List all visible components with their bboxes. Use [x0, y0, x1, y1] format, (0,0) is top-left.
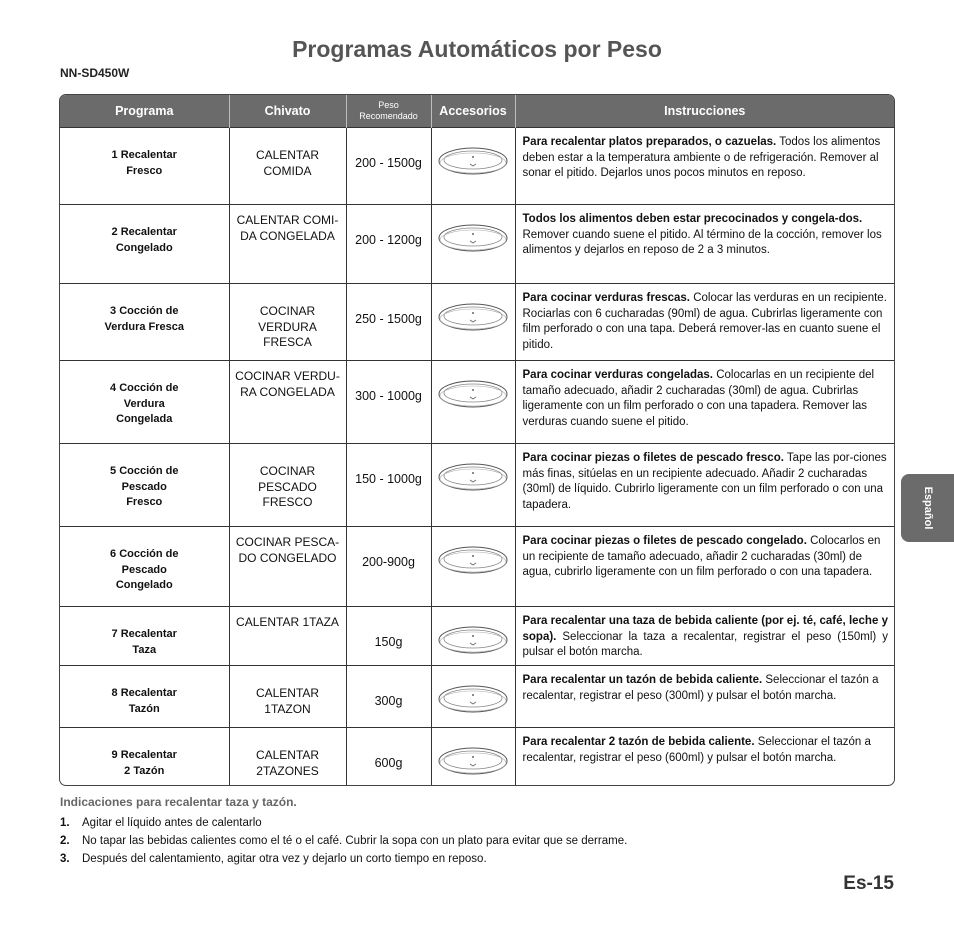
page-number: Es-15 [843, 873, 894, 894]
accessory-cell [431, 444, 515, 527]
instruction-bold: Para recalentar 2 tazón de bebida caliente. [522, 736, 755, 748]
display-text-cell [229, 607, 346, 666]
note-number: 3. [60, 853, 70, 865]
program-name-line: Tazón [128, 702, 160, 715]
accessory-cell [431, 128, 515, 205]
instructions-cell [515, 361, 894, 444]
instructions-cell [515, 666, 894, 728]
table-row [60, 728, 894, 787]
turntable-plate-icon [437, 377, 509, 417]
program-name-line: Fresco [126, 164, 163, 177]
weight-cell: 200-900g [346, 527, 431, 607]
header-programa: Programa [60, 95, 229, 128]
weight-cell: 150g [346, 607, 431, 666]
display-text-cell [229, 361, 346, 444]
instructions-cell [515, 527, 894, 607]
note-text: Después del calentamiento, agitar otra vez y dejarlo un corto tiempo en reposo. [82, 853, 487, 865]
program-name-line: 1 Recalentar [111, 149, 177, 161]
accessory-cell [431, 607, 515, 666]
instruction-text: Seleccionar el tazón a recalentar, registrar el peso (300ml) y pulsar el botón marcha. [522, 674, 879, 702]
display-text-line: COMIDA [263, 163, 312, 178]
display-text-cell [229, 284, 346, 361]
instructions-cell [515, 607, 894, 666]
display-text-line: 2TAZONES [256, 763, 319, 778]
instruction-text: Seleccionar la taza a recalentar, registrar el peso (150ml) y pulsar el botón marcha. [522, 630, 888, 658]
display-text-cell [229, 128, 346, 205]
program-name-cell [60, 284, 229, 361]
program-name-line: Pescado [121, 563, 167, 576]
program-name-line: 5 Cocción de [110, 465, 179, 477]
turntable-plate-icon [437, 144, 509, 184]
note-item [60, 832, 627, 850]
display-text-line: CALENTAR [255, 686, 320, 700]
program-name-line: 2 Recalentar [111, 226, 177, 238]
display-text-line: VERDURA [258, 319, 317, 334]
instructions-cell [515, 128, 894, 205]
weight-cell: 150 - 1000g [346, 444, 431, 527]
accessory-cell [431, 666, 515, 728]
weight-cell: 300g [346, 666, 431, 728]
turntable-plate-icon [437, 623, 509, 663]
program-name-line: Congelado [115, 241, 173, 254]
table-row [60, 666, 894, 728]
display-text-line: FRESCA [263, 335, 312, 349]
instruction-bold: Para cocinar verduras congeladas. [522, 369, 713, 381]
instruction-bold: Para cocinar piezas o filetes de pescado fresco. [522, 452, 784, 464]
instruction-bold: Para recalentar una taza de bebida caliente (por ej. té, café, leche y sopa). [522, 615, 888, 643]
instruction-text: Seleccionar el tazón a recalentar, registrar el peso (600ml) y pulsar el botón marcha. [522, 736, 871, 764]
note-text: Agitar el líquido antes de calentarlo [82, 817, 262, 829]
program-name-cell [60, 607, 229, 666]
table-row [60, 284, 894, 361]
instruction-bold: Para cocinar piezas o filetes de pescado congelado. [522, 535, 807, 547]
program-name-line: Verdura Fresca [104, 320, 184, 333]
note-number: 2. [60, 835, 70, 847]
program-name-line: Congelado [115, 579, 173, 591]
program-name-cell [60, 128, 229, 205]
programs-table [59, 94, 895, 786]
weight-cell: 250 - 1500g [346, 284, 431, 361]
model-number: NN-SD450W [60, 66, 130, 80]
display-text-line: CALENTAR 1TAZA [236, 615, 339, 629]
notes-heading: Indicaciones para recalentar taza y tazón. [60, 795, 297, 809]
note-text: No tapar las bebidas calientes como el té o el café. Cubrir la sopa con un plato para evitar que se derrame. [82, 835, 628, 847]
display-text-cell [229, 728, 346, 787]
header-peso-line2: Recomendado [359, 111, 418, 121]
instruction-text: Tape las por-ciones más finas, sitúelas en un recipiente adecuado. Añadir 2 cucharadas (30ml) de líquido. Cubrirlo ligeramente con un film perforado o con una tapadera. [522, 452, 887, 511]
note-item [60, 814, 627, 832]
table-row [60, 444, 894, 527]
program-name-line: 4 Cocción de [110, 382, 179, 394]
program-name-line: Taza [132, 643, 157, 656]
display-text-line: DA CONGELADA [240, 228, 335, 243]
instruction-text: Colocarlas en un recipiente del tamaño adecuado, añadir 2 cucharadas (30ml) de agua. Cubrirlas ligeramente con un film perforado o con una tapadera. Remover las verduras cuando suene el pitido. [522, 369, 875, 428]
accessory-cell [431, 205, 515, 284]
note-number: 1. [60, 817, 70, 829]
display-text-line: 1TAZON [264, 701, 311, 716]
instruction-text: Colocar las verduras en un recipiente. Rociarlas con 6 cucharadas (90ml) de agua. Cubrirlas ligeramente con film perforado o con una tapa. Deberá remover-las en cuanto suene el pitido. [522, 292, 887, 351]
weight-cell: 300 - 1000g [346, 361, 431, 444]
program-name-cell [60, 444, 229, 527]
program-name-cell [60, 666, 229, 728]
accessory-cell [431, 361, 515, 444]
display-text-line: COCINAR [259, 464, 316, 478]
notes-list [60, 814, 627, 868]
weight-cell: 200 - 1200g [346, 205, 431, 284]
turntable-plate-icon [437, 221, 509, 261]
program-name-cell [60, 205, 229, 284]
program-name-line: 6 Cocción de [110, 548, 179, 560]
instruction-text: Todos los alimentos deben estar a la temperatura ambiente o de refrigeración. Remover al sonar el pitido. Dejarlos unos pocos minutos en reposo. [522, 136, 881, 179]
weight-cell: 200 - 1500g [346, 128, 431, 205]
instructions-cell [515, 444, 894, 527]
language-tab-label: Español [921, 486, 934, 530]
display-text-cell [229, 444, 346, 527]
program-name-cell [60, 527, 229, 607]
program-name-cell [60, 361, 229, 444]
program-name-line: 2 Tazón [124, 764, 165, 777]
table-row [60, 527, 894, 607]
program-name-line: 7 Recalentar [111, 628, 177, 640]
program-name-line: 9 Recalentar [111, 749, 177, 761]
weight-cell: 600g [346, 728, 431, 787]
turntable-plate-icon [437, 682, 509, 722]
display-text-line: COCINAR VERDU- [235, 369, 340, 383]
turntable-plate-icon [437, 744, 509, 784]
program-name-line: Pescado [121, 480, 167, 493]
table-header-row [60, 95, 894, 128]
header-peso-line1: Peso [378, 100, 399, 110]
program-name-line: Congelada [116, 413, 173, 425]
turntable-plate-icon [437, 460, 509, 500]
instruction-bold: Para recalentar un tazón de bebida caliente. [522, 674, 763, 686]
instructions-cell [515, 728, 894, 787]
program-name-line: Fresco [126, 496, 163, 508]
display-text-line: CALENTAR COMI- [236, 213, 339, 227]
accessory-cell [431, 284, 515, 361]
header-accesorios: Accesorios [431, 95, 515, 128]
header-instrucciones: Instrucciones [515, 95, 894, 128]
instruction-bold: Todos los alimentos deben estar precocinados y congela-dos. [522, 213, 863, 225]
instruction-bold: Para recalentar platos preparados, o cazuelas. [522, 136, 777, 148]
accessory-cell [431, 728, 515, 787]
program-name-cell [60, 728, 229, 787]
table-row [60, 128, 894, 205]
instruction-bold: Para cocinar verduras frescas. [522, 292, 690, 304]
table-row [60, 205, 894, 284]
instruction-text: Remover cuando suene el pitido. Al término de la cocción, remover los alimentos y dejarlos en reposo de 2 a 3 minutos. [522, 228, 882, 256]
turntable-plate-icon [437, 300, 509, 340]
display-text-line: RA CONGELADA [240, 384, 335, 399]
display-text-line: DO CONGELADO [238, 550, 337, 565]
display-text-line: COCINAR PESCA- [235, 535, 340, 549]
display-text-line: CALENTAR [255, 748, 320, 762]
instruction-text: Colocarlos en un recipiente de tamaño adecuado, añadir 2 cucharadas (30ml) de agua, cubrirlo ligeramente con un film perforado o con una tapadera. [522, 535, 881, 578]
instructions-cell [515, 284, 894, 361]
table-row [60, 607, 894, 666]
page-title: Programas Automáticos por Peso [292, 36, 662, 62]
program-name-line: 3 Cocción de [110, 305, 179, 317]
display-text-line: PESCADO [258, 479, 317, 494]
table-row [60, 361, 894, 444]
display-text-line: COCINAR [259, 304, 316, 318]
header-peso [346, 95, 431, 128]
display-text-cell [229, 527, 346, 607]
program-name-line: 8 Recalentar [111, 687, 177, 699]
header-chivato: Chivato [229, 95, 346, 128]
accessory-cell [431, 527, 515, 607]
note-item [60, 850, 627, 868]
display-text-cell [229, 666, 346, 728]
display-text-cell [229, 205, 346, 284]
instructions-cell [515, 205, 894, 284]
program-name-line: Verdura [123, 397, 165, 410]
display-text-line: CALENTAR [255, 148, 320, 162]
language-tab [901, 474, 954, 542]
display-text-line: FRESCO [262, 495, 313, 509]
turntable-plate-icon [437, 543, 509, 583]
